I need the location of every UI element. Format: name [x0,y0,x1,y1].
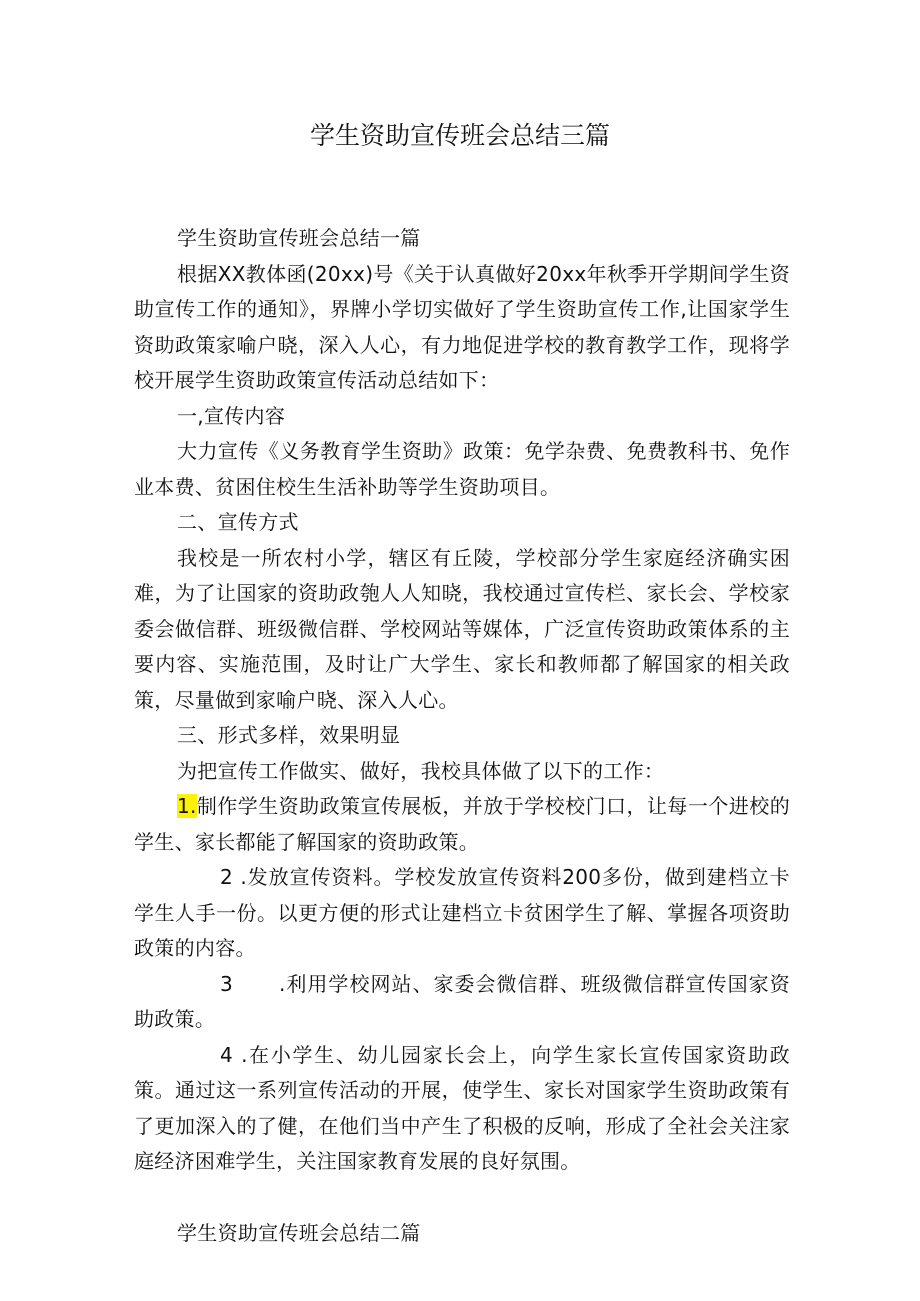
list-item-4-text: .在小学生、幼儿园家长会上，向学生家长宣传国家资助政策。通过这一系列宣传活动的开展，使学生、家长对国家学生资助政策有了更加深入的了健，在他们当中产生了积极的反响，形成了全社会关注家庭经济困难学生，关注国家教育发展的良好氛围。 [134,1042,790,1173]
document-title: 学生资助宣传班会总结三篇 [309,121,610,150]
part2-title: 二、宣传方式 [177,510,299,534]
section-heading-1: 学生资助宣传班会总结一篇 [177,226,421,250]
list-item-2 [134,860,790,967]
highlighted-number: 1. [177,794,197,818]
list-item-3 [134,967,790,1038]
document-body [134,221,790,1251]
list-item-3-number: 3 [220,971,234,996]
list-item-4-number: 4 [220,1042,234,1067]
list-item-3-text: .利用学校网站、家委会微信群、班级微信群宣传国家资助政策。 [134,971,790,1031]
list-item-2-number: 2 [220,865,234,889]
part2-body: 我校是一所农村小学，辖区有丘陵，学校部分学生家庭经济确实困难，为了让国家的资助政匏人人知晓，我校通过宣传栏、家长会、学校家委会做信群、班级微信群、学校网站等媒体，广泛宣传资助政策体系的主要内容、实施范围，及时让广大学生、家长和教师都了解国家的相关政策，尽量做到家喻户晓、深入人心。 [134,545,790,712]
part1-body: 大力宣传《义务教育学生资助》政策：免学杂费、免费教科书、免作业本费、贫困住校生生活补助等学生资助项目。 [134,439,790,499]
list-item-1-text: 制作学生资助政策宣传展板，并放于学校校门口，让每一个进校的学生、家长都能了解国家的资助政策。 [134,794,790,854]
part3-lead: 为把宣传工作做实、做好，我校具体做了以下的工作： [177,758,665,783]
list-item-2-text: .发放宣传资料。学校发放宣传资料200多份，做到建档立卡学生人手一份。以更方便的形式让建档立卡贫困学生了解、掌握各项资助政策的内容。 [134,865,790,960]
section-heading-2: 学生资助宣传班会总结二篇 [177,1220,421,1245]
list-item-4 [134,1038,790,1180]
part3-title: 三、形式多样，效果明显 [177,723,401,747]
part1-title: 一,宣传内容 [177,403,286,428]
list-item-1 [134,789,790,860]
intro-paragraph: 根据XX教体函(20xx)号《关于认真做好20xx年秋季开学期间学生资助宣传工作的通知》，界牌小学切实做好了学生资助宣传工作,让国家学生资助政策家喻户晓，深入人心，有力地促进学校的教育教学工作，现将学校开展学生资助政策宣传活动总结如下： [134,261,790,392]
